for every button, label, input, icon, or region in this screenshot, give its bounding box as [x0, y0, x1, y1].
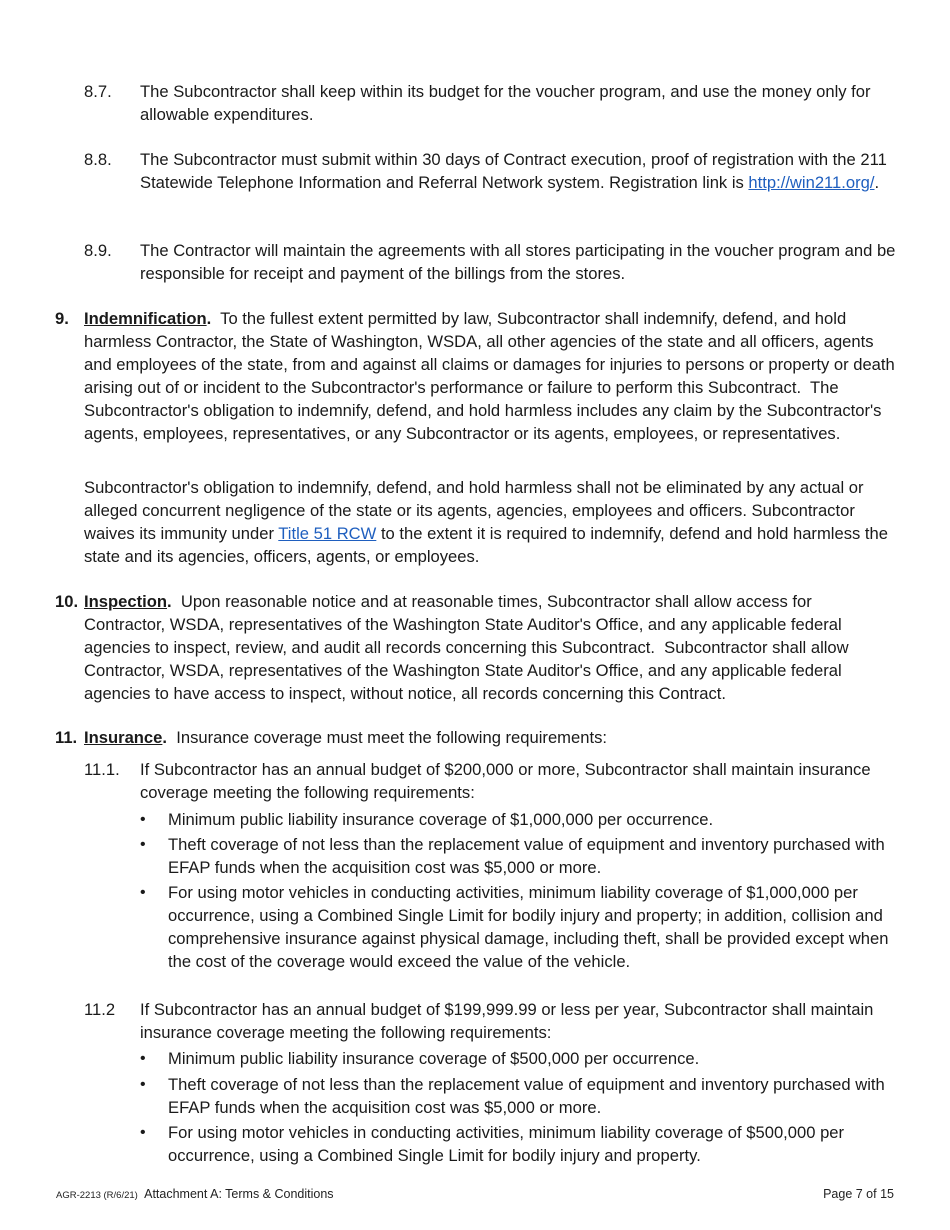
bullet-text: For using motor vehicles in conducting activities, minimum liability coverage of $1,000,000 per occurrence, using a Combined Single Limit for bodily injury and property; in addition, collision and comprehensive insurance against physical damage, including theft, shall be provided except when the cost of the coverage would exceed the value of the vehicle. — [168, 883, 889, 971]
bullet-text: Minimum public liability insurance coverage of $1,000,000 per occurrence. — [168, 810, 714, 829]
item-text — [140, 148, 896, 194]
item-number: 11.1. — [84, 760, 120, 779]
item-8-8 — [84, 148, 896, 194]
bullet-dot: • — [140, 811, 146, 828]
section-text — [84, 590, 896, 705]
section-title-dot: . — [162, 728, 168, 747]
item-8-7 — [84, 80, 896, 126]
bullet-dot: • — [140, 884, 146, 901]
win211-link[interactable]: http://win211.org/ — [748, 173, 875, 192]
section-body: Insurance coverage must meet the following requirements: — [167, 728, 607, 747]
section-text — [84, 726, 896, 749]
section-number: 9. — [55, 309, 69, 328]
bullet-dot: • — [140, 1050, 146, 1067]
item-text: If Subcontractor has an annual budget of $200,000 or more, Subcontractor shall maintain insurance coverage meeting the following requirements: — [140, 760, 871, 802]
title-51-rcw-link[interactable]: Title 51 RCW — [278, 524, 377, 543]
bullet-text: Theft coverage of not less than the replacement value of equipment and inventory purchased with EFAP funds when the acquisition cost was $5,000 or more. — [168, 1075, 885, 1117]
section-number: 10. — [55, 592, 79, 611]
item-number: 8.7. — [84, 82, 112, 101]
bullet-dot: • — [140, 1076, 146, 1093]
section-9-indemnification — [55, 307, 900, 445]
bullet-text: Minimum public liability insurance coverage of $500,000 per occurrence. — [168, 1049, 700, 1068]
bullet-dot: • — [140, 1124, 146, 1141]
bullet-item — [140, 1073, 896, 1119]
bullet-text: For using motor vehicles in conducting activities, minimum liability coverage of $500,000 per occurrence, using a Combined Single Limit for bodily injury and property. — [168, 1123, 845, 1165]
footer-title: Attachment A: Terms & Conditions — [144, 1187, 334, 1201]
section-number: 11. — [55, 728, 78, 747]
item-text: The Subcontractor shall keep within its budget for the voucher program, and use the money only for allowable expenditures. — [140, 82, 871, 124]
paragraph-text-after: to the extent it is required to indemnify, defend and hold harmless the state and its agencies, officers, agents, or employees. — [84, 524, 888, 566]
bullet-item — [140, 1047, 896, 1070]
bullet-item — [140, 833, 896, 879]
item-number: 8.9. — [84, 241, 112, 260]
section-title: Indemnification — [84, 309, 207, 328]
paragraph-text: Subcontractor's obligation to indemnify, defend, and hold harmless shall not be eliminated by any actual or alleged concurrent negligence of the state or its agents, agencies, employees and officers. Subcontractor waives its immunity under — [84, 478, 864, 543]
section-body: Upon reasonable notice and at reasonable times, Subcontractor shall allow access for Contractor, WSDA, representatives of the Washington State Auditor's Office, and any applicable federal agencies to inspect, review, and audit all records concerning this Subcontract. Subcontractor shall allow Contractor, WSDA, representatives of the Washington State Auditor's Office, and any applicable federal agencies to have access to inspect, without notice, all records concerning this Contract. — [84, 592, 854, 703]
bullet-item — [140, 1121, 896, 1167]
item-11-2 — [84, 998, 896, 1044]
bullet-item — [140, 881, 896, 973]
section-body: To the fullest extent permitted by law, Subcontractor shall indemnify, defend, and hold harmless Contractor, the State of Washington, WSDA, all other agencies of the state and all officers, agents and employees of the state, from and against all claims or damages for injuries to persons or property or death arising out of or incident to the Subcontractor's performance or failure to perform this Subcontract. The Subcontractor's obligation to indemnify, defend, and hold harmless includes any claim by the Subcontractor's agents, employees, representatives, or any Subcontractor or its agents, employees, or representatives. — [84, 309, 900, 443]
item-number: 11.2 — [84, 1000, 116, 1019]
form-code: AGR-2213 (R/6/21) — [56, 1190, 138, 1201]
page-number: Page 7 of 15 — [823, 1187, 894, 1201]
section-title: Insurance — [84, 728, 163, 747]
item-text: The Contractor will maintain the agreements with all stores participating in the voucher program and be responsible for receipt and payment of the billings from the stores. — [140, 241, 896, 283]
bullet-text: Theft coverage of not less than the replacement value of equipment and inventory purchased with EFAP funds when the acquisition cost was $5,000 or more. — [168, 835, 885, 877]
section-11-insurance — [55, 726, 896, 749]
item-text: If Subcontractor has an annual budget of $199,999.99 or less per year, Subcontractor shall maintain insurance coverage meeting the following requirements: — [140, 1000, 874, 1042]
section-title: Inspection — [84, 592, 167, 611]
item-8-9 — [84, 239, 896, 285]
bullet-dot: • — [140, 836, 146, 853]
item-number: 8.8. — [84, 150, 112, 169]
section-text — [84, 307, 900, 445]
item-11-1 — [84, 758, 896, 804]
item-text-main: The Subcontractor must submit within 30 days of Contract execution, proof of registration with the 211 Statewide Telephone Information and Referral Network system. Registration link is — [140, 150, 887, 192]
bullet-item — [140, 808, 896, 831]
section-title-dot: . — [206, 309, 212, 328]
section-10-inspection — [55, 590, 896, 705]
item-text-after: . — [874, 173, 880, 192]
section-9-paragraph-2 — [84, 476, 896, 568]
footer-left — [56, 1186, 334, 1204]
section-title-dot: . — [166, 592, 172, 611]
